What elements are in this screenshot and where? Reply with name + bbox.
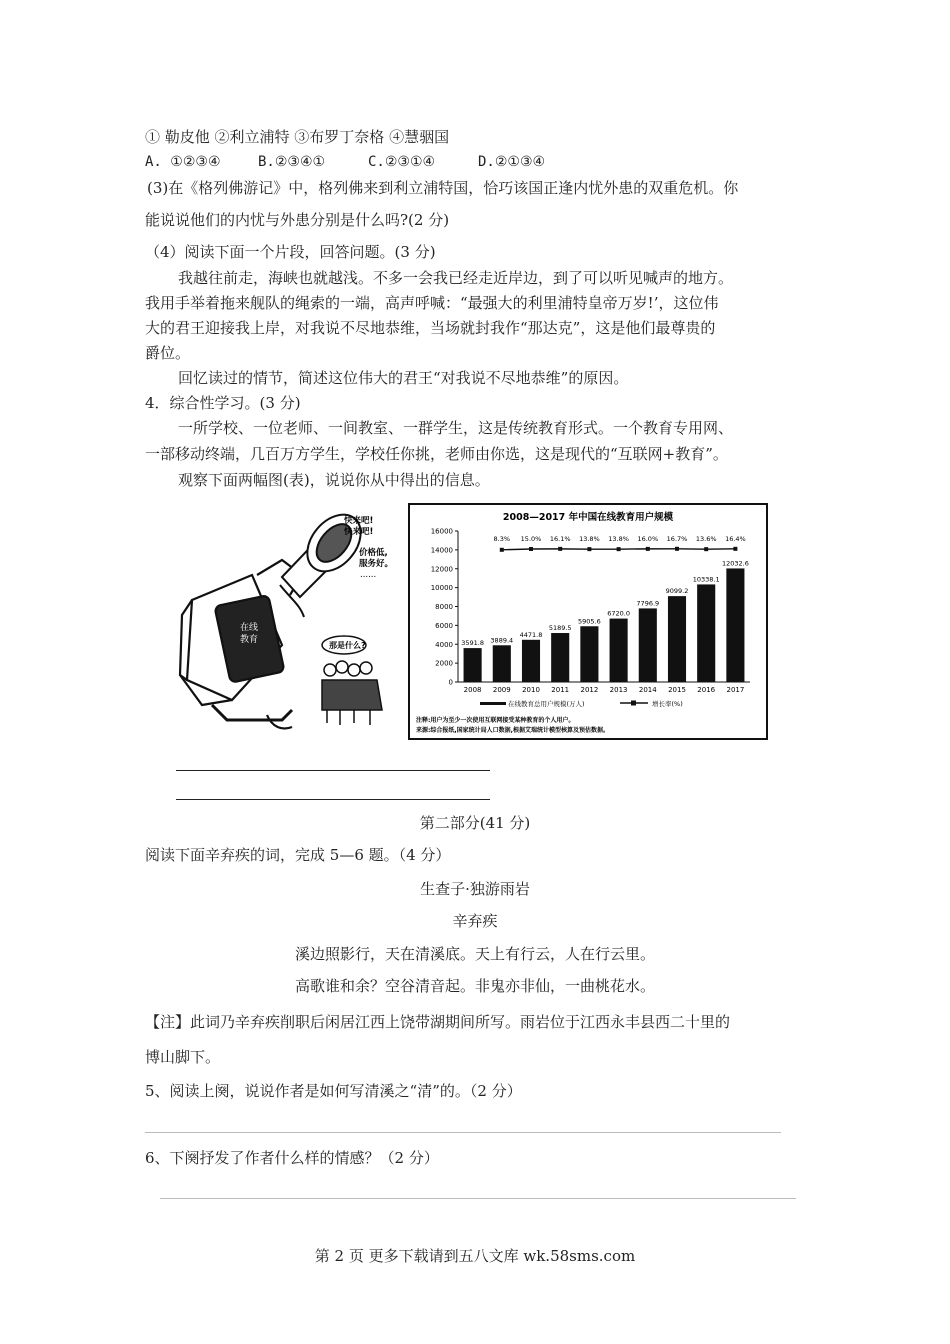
option-c: C.②③①④ [368,154,436,170]
x-tick-label: 2009 [492,686,511,694]
options-list: ① 勒皮他 ②利立浦特 ③布罗丁奈格 ④慧骃国 [145,128,450,146]
poem-intro: 阅读下面辛弃疾的词，完成 5—6 题。（4 分） [145,846,451,864]
growth-rate-label: 16.7% [666,535,688,543]
bar [580,626,598,682]
answer-line [176,799,490,800]
bar-value-label: 3889.4 [490,636,514,645]
question-5: 5、阅读上阕，说说作者是如何写清溪之“清”的。（2 分） [145,1082,522,1100]
chart-title: 2008—2017 年中国在线教育用户规模 [502,512,674,523]
bar [639,608,657,682]
section-4-prompt: 观察下面两幅图(表)，说说你从中得出的信息。 [178,471,490,489]
bubble-text: ...... [360,570,377,580]
x-tick-label: 2014 [638,686,657,694]
option-a: A. ①②③④ [145,154,221,170]
online-education-chart [408,503,768,740]
option-b: B.②③④① [258,154,326,170]
chart-note: 注释:用户为至少一次使用互联网接受某种教育的个人用户。 [416,717,575,724]
bar [668,596,686,682]
x-tick-label: 2016 [697,686,716,694]
legend-bar-swatch [480,702,506,705]
x-tick-label: 2008 [463,686,482,694]
x-tick-label: 2013 [609,686,628,694]
growth-rate-label: 13.6% [695,535,717,543]
bar-value-label: 3591.8 [461,639,484,648]
chart-source: 来源:综合报纸,国家统计局人口数据,根据艾瑞统计模型核算及预估数据。 [416,727,609,734]
option-d: D.②①③④ [478,154,546,170]
y-tick-label: 14000 [430,546,453,555]
growth-rate-marker [617,547,621,551]
poem-note: 【注】此词乃辛弃疾削职后闲居江西上饶带湖期间所写。雨岩位于江西永丰县西二十里的 [145,1013,731,1031]
poem-line: 高歌谁和余？空谷清音起。非鬼亦非仙，一曲桃花水。 [294,977,655,995]
kids-bubble-text: 那是什么? [329,641,366,650]
y-tick-label: 6000 [435,621,453,630]
x-tick-label: 2017 [726,686,745,694]
growth-rate-label: 13.8% [608,535,629,543]
x-tick-label: 2012 [580,686,599,694]
passage-line: 我用手举着拖来舰队的绳索的一端，高声呼喊：“最强大的利里浦特皇帝万岁!’，这位伟 [145,294,719,312]
growth-rate-marker [558,547,562,551]
bar [697,584,715,682]
growth-rate-label: 16.1% [549,535,571,543]
bar-value-label: 5189.5 [548,624,572,633]
growth-rate-marker [675,547,679,551]
question-4-heading: （4）阅读下面一个片段，回答问题。(3 分) [145,243,436,261]
answer-line [160,1198,796,1199]
bar-value-label: 10338.1 [692,575,720,584]
growth-rate-marker [587,547,591,551]
poem-author: 辛弃疾 [452,912,498,930]
page-footer: 第 2 页 更多下载请到五八文库 wk.58sms.com [314,1247,636,1265]
poem-title: 生查子·独游雨岩 [420,880,530,898]
y-tick-label: 10000 [430,584,453,593]
legend-line-marker [631,701,636,706]
section-4-heading: 4．综合性学习。(3 分) [145,394,301,412]
y-tick-label: 0 [448,678,453,687]
growth-rate-marker [529,547,533,551]
bar-value-label: 12032.6 [721,559,749,568]
bubble-text: 快来吧! [344,527,374,537]
online-education-cartoon [172,505,398,737]
bubble-text: 快来吧! [344,516,374,526]
growth-rate-label: 16.0% [637,535,659,543]
passage-line: 爵位。 [145,344,191,362]
bar [464,648,482,682]
poem-line: 溪边照影行，天在清溪底。天上有行云，人在行云里。 [294,945,655,963]
bubble-text: 价格低, [359,548,388,558]
x-tick-label: 2010 [522,686,540,694]
passage-line: 大的君王迎接我上岸，对我说不尽地恭维，当场就封我作“那达克”，这是他们最尊贵的 [145,319,716,337]
y-tick-label: 2000 [435,659,453,668]
bar [551,633,569,682]
bubble-text: 服务好。 [359,559,394,569]
section-4-passage: 一所学校、一位老师、一间教室、一群学生，这是传统教育形式。一个教育专用网、 [178,419,734,437]
y-tick-label: 4000 [435,640,453,649]
passage-line: 我越往前走，海峡也就越浅。不多一会我已经走近岸边，到了可以听见喊声的地方。 [178,269,734,287]
screen-text: 教育 [240,635,259,645]
x-tick-label: 2011 [551,686,570,694]
growth-rate-marker [646,547,650,551]
bar [610,619,628,682]
part-2-heading: 第二部分(41 分) [419,814,531,832]
answer-line [145,1132,781,1133]
legend-line-label: 增长率(%) [652,700,683,708]
bar [493,645,511,682]
growth-rate-label: 16.4% [725,535,746,543]
bar-value-label: 5905.6 [578,617,601,626]
question-4-prompt: 回忆读过的情节，简述这位伟大的君王“对我说不尽地恭维”的原因。 [178,369,629,387]
screen-text: 在线 [240,623,259,633]
bar-value-label: 7796.9 [636,599,660,608]
question-3-line2: 能说说他们的内忧与外患分别是什么吗?(2 分) [145,211,450,229]
answer-line [176,770,490,771]
bar-value-label: 9099.2 [665,587,689,596]
legend-bar-label: 在线教育总用户规模(万人) [508,700,585,708]
y-tick-label: 16000 [430,527,453,536]
growth-rate-marker [733,547,737,551]
bar [726,568,744,682]
bar-value-label: 4471.8 [519,630,543,639]
section-4-passage: 一部移动终端，几百万方学生，学校任你挑，老师由你选，这是现代的“互联网+教育”。 [145,445,728,463]
growth-rate-marker [500,548,504,552]
y-tick-label: 12000 [430,565,453,574]
poem-note: 博山脚下。 [145,1048,221,1066]
y-tick-label: 8000 [435,603,453,611]
growth-rate-label: 15.0% [520,535,542,543]
growth-rate-label: 8.3% [493,535,511,543]
question-6: 6、下阕抒发了作者什么样的情感？（2 分） [145,1149,439,1167]
growth-rate-label: 13.8% [579,535,600,543]
x-tick-label: 2015 [668,686,686,694]
growth-rate-marker [704,547,708,551]
question-3-line1: (3)在《格列佛游记》中，格列佛来到利立浦特国，恰巧该国正逢内忧外患的双重危机。你 [147,179,739,197]
bar-value-label: 6720.0 [607,609,630,618]
bar [522,640,540,682]
